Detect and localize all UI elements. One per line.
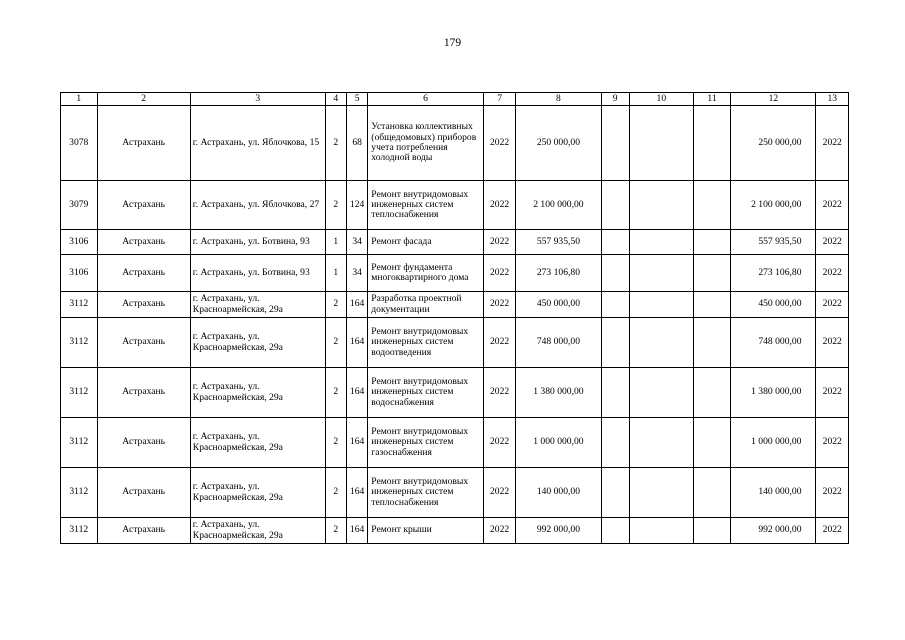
year-cell: 2022: [483, 518, 515, 544]
column-header: 7: [483, 93, 515, 106]
column-header: 9: [601, 93, 629, 106]
empty-cell: [601, 106, 629, 181]
completion-year-cell: 2022: [816, 468, 849, 518]
empty-cell: [693, 468, 731, 518]
work-type-cell: Ремонт внутридомовых инженерных систем газоснабжения: [368, 418, 484, 468]
col4-cell: 2: [325, 518, 346, 544]
table-row: [61, 368, 849, 418]
col5-cell: 164: [346, 418, 367, 468]
empty-cell: [693, 368, 731, 418]
column-header: 4: [325, 93, 346, 106]
amount-cell: 992 000,00: [516, 518, 601, 544]
column-header: 5: [346, 93, 367, 106]
column-header: 12: [731, 93, 816, 106]
fund-amount-cell: 557 935,50: [731, 230, 816, 255]
work-type-cell: Ремонт крыши: [368, 518, 484, 544]
address-cell: г. Астрахань, ул. Красноармейская, 29а: [190, 368, 325, 418]
municipality-cell: Астрахань: [97, 468, 190, 518]
table-row: [61, 468, 849, 518]
empty-cell: [601, 368, 629, 418]
col4-cell: 2: [325, 368, 346, 418]
table-row: [61, 292, 849, 318]
object-id-cell: 3106: [61, 255, 98, 292]
year-cell: 2022: [483, 181, 515, 230]
amount-cell: 273 106,80: [516, 255, 601, 292]
empty-cell: [601, 318, 629, 368]
address-cell: г. Астрахань, ул. Красноармейская, 29а: [190, 468, 325, 518]
col4-cell: 2: [325, 468, 346, 518]
fund-amount-cell: 450 000,00: [731, 292, 816, 318]
address-cell: г. Астрахань, ул. Яблочкова, 27: [190, 181, 325, 230]
amount-cell: 748 000,00: [516, 318, 601, 368]
work-type-cell: Разработка проектной документации: [368, 292, 484, 318]
empty-cell: [693, 318, 731, 368]
column-header: 1: [61, 93, 98, 106]
col4-cell: 2: [325, 418, 346, 468]
year-cell: 2022: [483, 292, 515, 318]
col4-cell: 2: [325, 181, 346, 230]
empty-cell: [693, 518, 731, 544]
table-row: [61, 181, 849, 230]
col5-cell: 164: [346, 518, 367, 544]
municipality-cell: Астрахань: [97, 106, 190, 181]
table-row: [61, 255, 849, 292]
amount-cell: 450 000,00: [516, 292, 601, 318]
year-cell: 2022: [483, 230, 515, 255]
fund-amount-cell: 748 000,00: [731, 318, 816, 368]
object-id-cell: 3112: [61, 318, 98, 368]
work-type-cell: Установка коллективных (общедомовых) приборов учета потребления холодной воды: [368, 106, 484, 181]
empty-cell: [693, 106, 731, 181]
column-number-row: [61, 93, 849, 106]
page-number: 179: [443, 37, 462, 49]
col4-cell: 2: [325, 292, 346, 318]
completion-year-cell: 2022: [816, 292, 849, 318]
col5-cell: 124: [346, 181, 367, 230]
empty-cell: [629, 292, 693, 318]
object-id-cell: 3079: [61, 181, 98, 230]
empty-cell: [601, 518, 629, 544]
year-cell: 2022: [483, 318, 515, 368]
empty-cell: [629, 418, 693, 468]
repair-program-table: [60, 92, 849, 544]
year-cell: 2022: [483, 255, 515, 292]
empty-cell: [601, 418, 629, 468]
year-cell: 2022: [483, 418, 515, 468]
object-id-cell: 3112: [61, 368, 98, 418]
table-row: [61, 418, 849, 468]
col5-cell: 164: [346, 292, 367, 318]
completion-year-cell: 2022: [816, 255, 849, 292]
municipality-cell: Астрахань: [97, 318, 190, 368]
table-row: [61, 106, 849, 181]
column-header: 8: [516, 93, 601, 106]
empty-cell: [629, 368, 693, 418]
object-id-cell: 3112: [61, 518, 98, 544]
empty-cell: [629, 106, 693, 181]
address-cell: г. Астрахань, ул. Красноармейская, 29а: [190, 418, 325, 468]
address-cell: г. Астрахань, ул. Красноармейская, 29а: [190, 518, 325, 544]
col4-cell: 1: [325, 255, 346, 292]
col5-cell: 164: [346, 368, 367, 418]
work-type-cell: Ремонт внутридомовых инженерных систем теплоснабжения: [368, 181, 484, 230]
empty-cell: [629, 181, 693, 230]
empty-cell: [629, 255, 693, 292]
object-id-cell: 3112: [61, 418, 98, 468]
col4-cell: 2: [325, 106, 346, 181]
amount-cell: 250 000,00: [516, 106, 601, 181]
completion-year-cell: 2022: [816, 518, 849, 544]
empty-cell: [601, 181, 629, 230]
column-header: 13: [816, 93, 849, 106]
address-cell: г. Астрахань, ул. Ботвина, 93: [190, 230, 325, 255]
table-row: [61, 318, 849, 368]
empty-cell: [629, 518, 693, 544]
empty-cell: [601, 292, 629, 318]
amount-cell: 1 000 000,00: [516, 418, 601, 468]
empty-cell: [629, 468, 693, 518]
col4-cell: 2: [325, 318, 346, 368]
table-row: [61, 518, 849, 544]
municipality-cell: Астрахань: [97, 255, 190, 292]
object-id-cell: 3112: [61, 468, 98, 518]
empty-cell: [601, 468, 629, 518]
col5-cell: 68: [346, 106, 367, 181]
amount-cell: 2 100 000,00: [516, 181, 601, 230]
completion-year-cell: 2022: [816, 318, 849, 368]
fund-amount-cell: 2 100 000,00: [731, 181, 816, 230]
empty-cell: [693, 230, 731, 255]
completion-year-cell: 2022: [816, 230, 849, 255]
empty-cell: [693, 255, 731, 292]
amount-cell: 140 000,00: [516, 468, 601, 518]
object-id-cell: 3112: [61, 292, 98, 318]
municipality-cell: Астрахань: [97, 368, 190, 418]
work-type-cell: Ремонт фундамента многоквартирного дома: [368, 255, 484, 292]
empty-cell: [601, 255, 629, 292]
col4-cell: 1: [325, 230, 346, 255]
completion-year-cell: 2022: [816, 106, 849, 181]
empty-cell: [629, 318, 693, 368]
work-type-cell: Ремонт внутридомовых инженерных систем водоотведения: [368, 318, 484, 368]
address-cell: г. Астрахань, ул. Ботвина, 93: [190, 255, 325, 292]
completion-year-cell: 2022: [816, 418, 849, 468]
year-cell: 2022: [483, 468, 515, 518]
completion-year-cell: 2022: [816, 181, 849, 230]
amount-cell: 557 935,50: [516, 230, 601, 255]
col5-cell: 164: [346, 468, 367, 518]
table-row: [61, 230, 849, 255]
fund-amount-cell: 1 000 000,00: [731, 418, 816, 468]
municipality-cell: Астрахань: [97, 181, 190, 230]
completion-year-cell: 2022: [816, 368, 849, 418]
municipality-cell: Астрахань: [97, 418, 190, 468]
work-type-cell: Ремонт внутридомовых инженерных систем водоснабжения: [368, 368, 484, 418]
year-cell: 2022: [483, 106, 515, 181]
column-header: 11: [693, 93, 731, 106]
fund-amount-cell: 250 000,00: [731, 106, 816, 181]
year-cell: 2022: [483, 368, 515, 418]
empty-cell: [693, 181, 731, 230]
fund-amount-cell: 992 000,00: [731, 518, 816, 544]
object-id-cell: 3106: [61, 230, 98, 255]
col5-cell: 34: [346, 230, 367, 255]
col5-cell: 34: [346, 255, 367, 292]
amount-cell: 1 380 000,00: [516, 368, 601, 418]
fund-amount-cell: 140 000,00: [731, 468, 816, 518]
column-header: 10: [629, 93, 693, 106]
address-cell: г. Астрахань, ул. Яблочкова, 15: [190, 106, 325, 181]
empty-cell: [693, 292, 731, 318]
municipality-cell: Астрахань: [97, 292, 190, 318]
municipality-cell: Астрахань: [97, 518, 190, 544]
empty-cell: [601, 230, 629, 255]
column-header: 3: [190, 93, 325, 106]
fund-amount-cell: 273 106,80: [731, 255, 816, 292]
col5-cell: 164: [346, 318, 367, 368]
object-id-cell: 3078: [61, 106, 98, 181]
empty-cell: [629, 230, 693, 255]
address-cell: г. Астрахань, ул. Красноармейская, 29а: [190, 292, 325, 318]
municipality-cell: Астрахань: [97, 230, 190, 255]
empty-cell: [693, 418, 731, 468]
column-header: 6: [368, 93, 484, 106]
address-cell: г. Астрахань, ул. Красноармейская, 29а: [190, 318, 325, 368]
column-header: 2: [97, 93, 190, 106]
fund-amount-cell: 1 380 000,00: [731, 368, 816, 418]
work-type-cell: Ремонт внутридомовых инженерных систем теплоснабжения: [368, 468, 484, 518]
work-type-cell: Ремонт фасада: [368, 230, 484, 255]
